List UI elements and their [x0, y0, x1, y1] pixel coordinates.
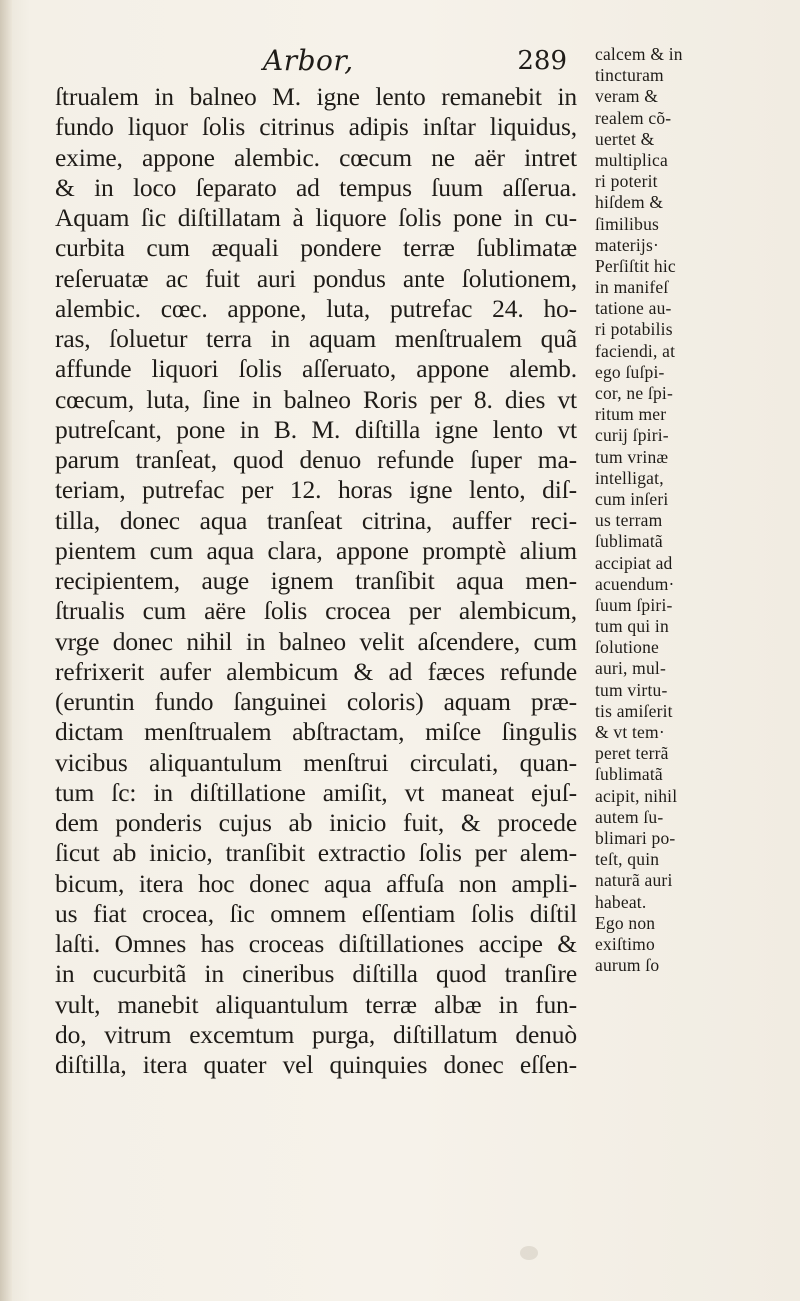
- margin-note-line: aurum ſo: [595, 955, 660, 976]
- text-line: putreſcant, pone in B. M. diſtilla igne lento vt: [55, 414, 577, 444]
- margin-note-line: teſt, quin: [595, 849, 660, 870]
- text-line: do, vitrum excemtum purga, diſtillatum denuò: [55, 1019, 577, 1049]
- paper-stain: [520, 1246, 538, 1260]
- margin-note-line: tatione au-: [595, 298, 672, 319]
- text-line: teriam, putrefac per 12. horas igne lento, diſ-: [55, 475, 577, 505]
- text-line: ſtrualem in balneo M. igne lento remanebit in: [55, 82, 577, 111]
- text-line: bicum, itera hoc donec aqua affuſa non ampli-: [55, 868, 577, 898]
- margin-note-line: habeat.: [595, 891, 647, 912]
- margin-note-line: ritum mer: [595, 404, 667, 425]
- margin-note-line: autem ſu-: [595, 806, 664, 827]
- margin-note-line: naturã auri: [595, 870, 673, 891]
- text-line: pientem cum aqua clara, appone promptè alium: [55, 535, 577, 565]
- text-line: us fiat crocea, ſic omnem eſſentiam ſolis diſtil: [55, 898, 577, 928]
- margin-note-line: ſuum ſpiri-: [595, 594, 673, 615]
- margin-note-line: & vt tem·: [595, 722, 665, 742]
- text-line: vult, manebit aliquantulum terræ albæ in fun-: [55, 989, 577, 1019]
- margin-note-line: acuendum·: [595, 573, 675, 594]
- text-line: ſtrualis cum aëre ſolis crocea per alembicum,: [55, 596, 577, 626]
- text-line: & in loco ſeparato ad tempus ſuum aſſerua.: [55, 172, 577, 202]
- main-text-block: [55, 82, 577, 1080]
- text-line: recipientem, auge ignem tranſibit aqua men-: [55, 566, 577, 595]
- margin-note-line: ri potabilis: [595, 319, 673, 340]
- margin-note-line: ſublimatã: [595, 764, 663, 785]
- text-line: alembic. cœc. appone, luta, putrefac 24. ho-: [55, 293, 577, 323]
- margin-note-line: multiplica: [595, 149, 668, 170]
- margin-note-line: tum vrinæ: [595, 446, 669, 467]
- margin-note-line: us terram: [595, 510, 663, 531]
- margin-note-line: ego ſuſpi-: [595, 361, 665, 382]
- margin-note-line: Ego non: [595, 912, 656, 933]
- margin-note-line: materijs·: [595, 234, 659, 255]
- margin-note-line: cor, ne ſpi-: [595, 383, 673, 403]
- margin-note-line: accipiat ad: [595, 552, 673, 573]
- text-line: dictam menſtrualem abſtractam, miſce ſingulis: [55, 717, 577, 747]
- margin-note-line: tis amiſerit: [595, 700, 673, 721]
- page-header: [255, 44, 573, 84]
- margin-note-line: ſolutione: [595, 637, 660, 658]
- margin-note-line: ſublimatã: [595, 531, 663, 552]
- margin-note: [595, 44, 755, 976]
- text-line: refrixerit aufer alembicum & ad fæces refunde: [55, 656, 577, 686]
- margin-note-line: calcem & in: [595, 44, 683, 64]
- text-line: vrge donec nihil in balneo velit aſcendere, cum: [55, 626, 577, 656]
- margin-note-line: exiſtimo: [595, 933, 655, 954]
- margin-note-line: tum qui in: [595, 616, 669, 637]
- margin-note-line: auri, mul-: [595, 658, 667, 679]
- text-line: vicibus aliquantulum menſtrui circulati, quan-: [55, 747, 577, 777]
- text-line: (eruntin fundo ſanguinei coloris) aquam præ-: [55, 687, 577, 716]
- page-number: 289: [517, 46, 567, 76]
- text-line: dem ponderis cujus ab inicio fuit, & procede: [55, 808, 577, 837]
- text-line: tum ſc: in diſtillatione amiſit, vt maneat ejuſ-: [55, 777, 577, 807]
- text-line: tilla, donec aqua tranſeat citrina, auffer reci-: [55, 505, 577, 535]
- margin-note-line: ri poterit: [595, 171, 658, 192]
- margin-note-line: tum virtu-: [595, 679, 668, 700]
- margin-note-line: realem cõ-: [595, 107, 672, 128]
- margin-note-line: veram &: [595, 86, 659, 107]
- text-line: affunde liquori ſolis aſſeruato, appone alemb.: [55, 354, 577, 384]
- text-line: diſtilla, itera quater vel quinquies donec eſſen-: [55, 1050, 577, 1079]
- text-line: fundo liquor ſolis citrinus adipis inſtar liquidus,: [55, 112, 577, 142]
- running-title: Arbor,: [263, 44, 354, 77]
- margin-note-line: curij ſpiri-: [595, 425, 669, 446]
- margin-note-line: blimari po-: [595, 827, 676, 848]
- margin-note-line: faciendi, at: [595, 340, 676, 361]
- text-line: parum tranſeat, quod denuo refunde ſuper ma-: [55, 445, 577, 474]
- text-line: curbita cum æquali pondere terræ ſublimatæ: [55, 233, 577, 263]
- margin-note-line: Perſiſtit hic: [595, 255, 676, 276]
- text-line: exime, appone alembic. cœcum ne aër intret: [55, 142, 577, 172]
- margin-note-line: peret terrã: [595, 743, 669, 764]
- text-line: ras, ſoluetur terra in aquam menſtrualem quã: [55, 324, 577, 353]
- text-line: Aquam ſic diſtillatam à liquore ſolis pone in cu-: [55, 203, 577, 232]
- text-line: laſti. Omnes has croceas diſtillationes accipe &: [55, 929, 577, 958]
- text-line: reſeruatæ ac fuit auri pondus ante ſolutionem,: [55, 263, 577, 293]
- margin-note-line: acipit, nihil: [595, 785, 678, 806]
- margin-note-line: tincturam: [595, 65, 664, 86]
- margin-note-line: hiſdem &: [595, 192, 664, 213]
- page-gutter: [0, 0, 12, 1301]
- text-line: cœcum, luta, ſine in balneo Roris per 8. dies vt: [55, 384, 577, 414]
- margin-note-line: in manifeſ: [595, 277, 669, 298]
- margin-note-line: intelligat,: [595, 467, 664, 488]
- margin-note-line: uertet &: [595, 128, 655, 149]
- text-line: in cucurbitã in cineribus diſtilla quod tranſire: [55, 959, 577, 989]
- margin-note-line: ſimilibus: [595, 213, 660, 234]
- text-line: ſicut ab inicio, tranſibit extractio ſolis per alem-: [55, 838, 577, 868]
- margin-note-line: cum inſeri: [595, 488, 669, 509]
